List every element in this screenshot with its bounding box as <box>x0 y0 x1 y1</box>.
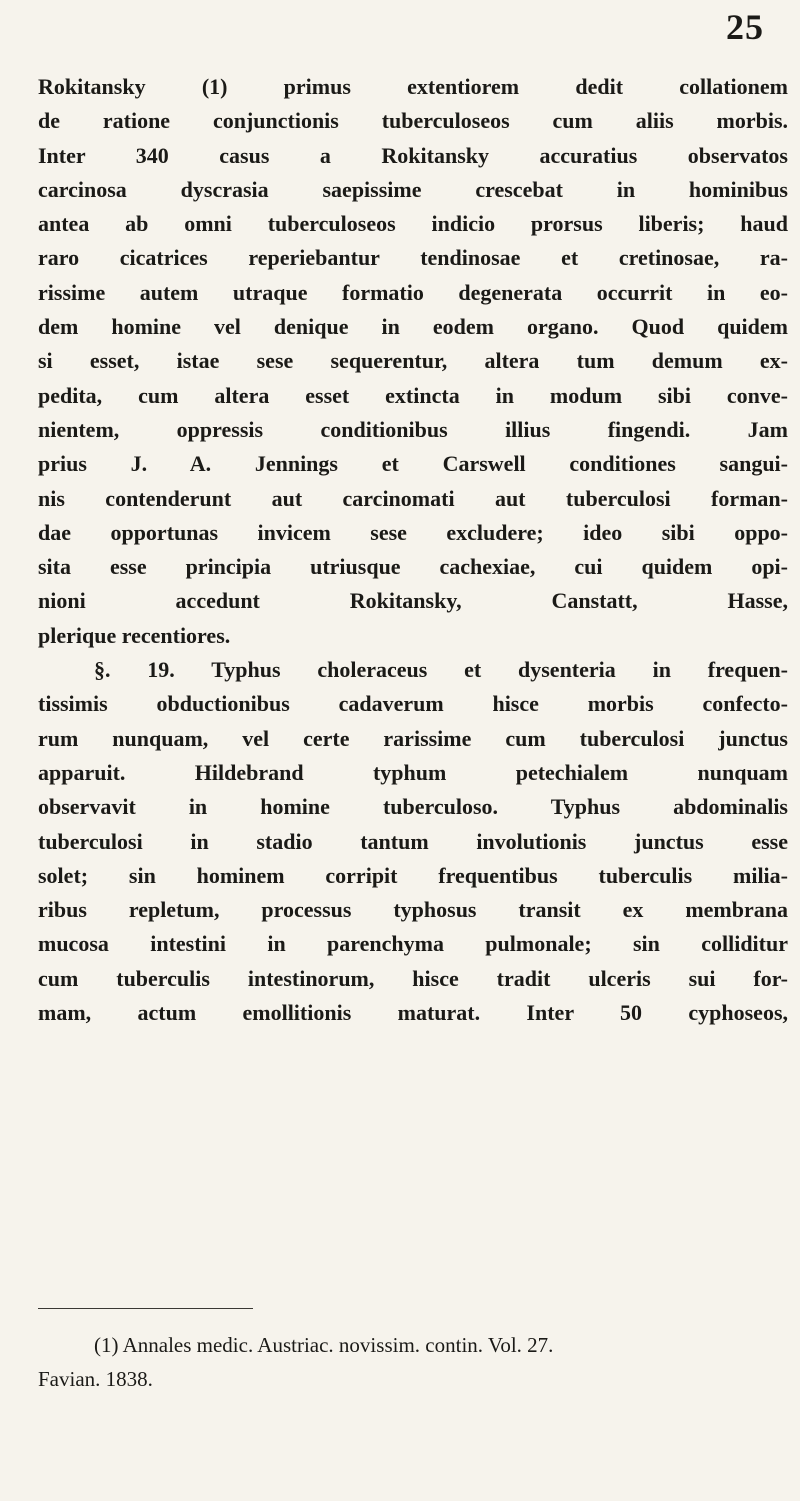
text-line: cum tuberculis intestinorum, hisce tradit ulceris sui for- <box>38 965 788 991</box>
text-line: ribus repletum, processus typhosus transit ex membrana <box>38 897 788 923</box>
main-text <box>38 70 788 1030</box>
text-line: mucosa intestini in parenchyma pulmonale; sin colliditur <box>38 931 788 957</box>
text-line: antea ab omni tuberculoseos indicio prorsus liberis; haud <box>38 211 788 237</box>
footnote <box>38 1328 778 1396</box>
text-line: Inter 340 casus a Rokitansky accuratius observatos <box>38 142 788 168</box>
text-line: dae opportunas invicem sese excludere; ideo sibi oppo- <box>38 519 788 545</box>
text-line: tuberculosi in stadio tantum involutionis junctus esse <box>38 828 788 854</box>
text-line: nioni accedunt Rokitansky, Canstatt, Hasse, <box>38 588 788 614</box>
text-line: observavit in homine tuberculoso. Typhus abdominalis <box>38 794 788 820</box>
text-line: rum nunquam, vel certe rarissime cum tuberculosi junctus <box>38 725 788 751</box>
footnote-divider <box>38 1308 253 1309</box>
text-line: raro cicatrices reperiebantur tendinosae et cretinosae, ra- <box>38 245 788 271</box>
text-line: Rokitansky (1) primus extentiorem dedit collationem <box>38 74 788 99</box>
text-line: si esset, istae sese sequerentur, altera tum demum ex- <box>38 348 788 374</box>
paragraph-end-line: plerique recentiores. <box>38 622 231 648</box>
text-line: nientem, oppressis conditionibus illius fingendi. Jam <box>38 416 788 442</box>
text-line: pedita, cum altera esset extincta in modum sibi conve- <box>38 382 788 408</box>
text-line: prius J. A. Jennings et Carswell conditiones sangui- <box>38 451 788 477</box>
text-line: nis contenderunt aut carcinomati aut tuberculosi forman- <box>38 485 788 511</box>
text-line: rissime autem utraque formatio degenerata occurrit in eo- <box>38 279 788 305</box>
page-number: 25 <box>726 7 764 47</box>
footnote-line: (1) Annales medic. Austriac. novissim. contin. Vol. 27. <box>94 1333 554 1357</box>
text-line: solet; sin hominem corripit frequentibus tuberculis milia- <box>38 862 788 888</box>
text-line: de ratione conjunctionis tuberculoseos cum aliis morbis. <box>38 108 788 134</box>
text-line: carcinosa dyscrasia saepissime crescebat in hominibus <box>38 176 788 202</box>
text-line: dem homine vel denique in eodem organo. Quod quidem <box>38 314 788 340</box>
text-line: tissimis obductionibus cadaverum hisce morbis confecto- <box>38 691 788 717</box>
text-line: mam, actum emollitionis maturat. Inter 50 cyphoseos, <box>38 1000 788 1026</box>
section-heading-line: §. 19. Typhus choleraceus et dysenteria in frequen- <box>94 657 788 683</box>
text-line: apparuit. Hildebrand typhum petechialem nunquam <box>38 759 788 785</box>
footnote-line: Favian. 1838. <box>38 1367 153 1391</box>
text-line: sita esse principia utriusque cachexiae, cui quidem opi- <box>38 554 788 580</box>
